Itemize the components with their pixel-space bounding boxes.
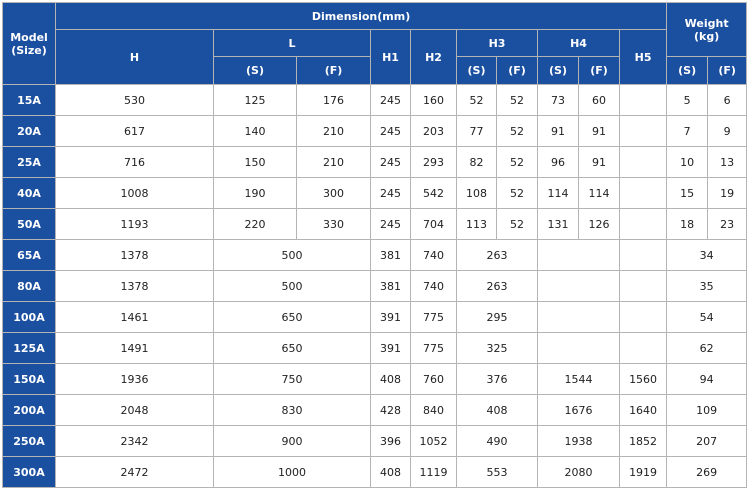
h4-s-cell: 96 bbox=[538, 147, 579, 178]
h2-cell: 542 bbox=[411, 178, 457, 209]
h3-cell: 490 bbox=[457, 426, 538, 457]
table-row bbox=[3, 333, 747, 364]
h1-cell: 245 bbox=[371, 85, 411, 116]
h4-f-cell: 114 bbox=[579, 178, 620, 209]
l-s-cell: 190 bbox=[214, 178, 297, 209]
h5-cell: 1640 bbox=[620, 395, 667, 426]
h5-cell bbox=[620, 147, 667, 178]
h1-header: H1 bbox=[371, 30, 411, 85]
h5-cell bbox=[620, 302, 667, 333]
h4-f-cell: 91 bbox=[579, 116, 620, 147]
h-cell: 1491 bbox=[56, 333, 214, 364]
l-s-cell: 150 bbox=[214, 147, 297, 178]
h-cell: 2048 bbox=[56, 395, 214, 426]
h5-cell: 1919 bbox=[620, 457, 667, 488]
h4-cell: 1676 bbox=[538, 395, 620, 426]
h1-cell: 396 bbox=[371, 426, 411, 457]
h2-cell: 760 bbox=[411, 364, 457, 395]
h4-f-cell: 126 bbox=[579, 209, 620, 240]
h3-f-cell: 52 bbox=[497, 85, 538, 116]
h1-cell: 391 bbox=[371, 302, 411, 333]
h2-cell: 1119 bbox=[411, 457, 457, 488]
h5-cell bbox=[620, 85, 667, 116]
l-cell: 650 bbox=[214, 302, 371, 333]
l-f-cell: 210 bbox=[297, 147, 371, 178]
l-header: L bbox=[214, 30, 371, 57]
h4-s-cell: 131 bbox=[538, 209, 579, 240]
weight-cell: 34 bbox=[667, 240, 747, 271]
h-cell: 1378 bbox=[56, 271, 214, 302]
table-header bbox=[3, 3, 747, 85]
l-s-cell: 140 bbox=[214, 116, 297, 147]
table-row bbox=[3, 85, 747, 116]
l-s-cell: 220 bbox=[214, 209, 297, 240]
model-cell: 25A bbox=[3, 147, 56, 178]
table-row bbox=[3, 147, 747, 178]
h1-cell: 428 bbox=[371, 395, 411, 426]
model-cell: 125A bbox=[3, 333, 56, 364]
weight-f-cell: 19 bbox=[708, 178, 747, 209]
h2-cell: 775 bbox=[411, 302, 457, 333]
h1-cell: 381 bbox=[371, 240, 411, 271]
l-cell: 500 bbox=[214, 271, 371, 302]
h1-cell: 408 bbox=[371, 364, 411, 395]
l-f-cell: 330 bbox=[297, 209, 371, 240]
h-cell: 2342 bbox=[56, 426, 214, 457]
h3-s-cell: 113 bbox=[457, 209, 497, 240]
h3-cell: 325 bbox=[457, 333, 538, 364]
h3-f-cell: 52 bbox=[497, 147, 538, 178]
dimension-weight-table bbox=[2, 2, 747, 488]
l-cell: 900 bbox=[214, 426, 371, 457]
h3-cell: 263 bbox=[457, 240, 538, 271]
h5-cell bbox=[620, 240, 667, 271]
weight-s-cell: 7 bbox=[667, 116, 708, 147]
h3-cell: 295 bbox=[457, 302, 538, 333]
l-cell: 750 bbox=[214, 364, 371, 395]
table-body bbox=[3, 85, 747, 488]
weight-s-header: (S) bbox=[667, 57, 708, 85]
h3-cell: 376 bbox=[457, 364, 538, 395]
h5-cell bbox=[620, 271, 667, 302]
table-row bbox=[3, 116, 747, 147]
h4-f-cell: 60 bbox=[579, 85, 620, 116]
l-f-cell: 210 bbox=[297, 116, 371, 147]
model-cell: 20A bbox=[3, 116, 56, 147]
h5-header: H5 bbox=[620, 30, 667, 85]
h3-f-cell: 52 bbox=[497, 209, 538, 240]
model-cell: 200A bbox=[3, 395, 56, 426]
weight-f-cell: 23 bbox=[708, 209, 747, 240]
h-header: H bbox=[56, 30, 214, 85]
weight-s-cell: 5 bbox=[667, 85, 708, 116]
h5-cell bbox=[620, 333, 667, 364]
model-cell: 40A bbox=[3, 178, 56, 209]
table-row bbox=[3, 302, 747, 333]
h-cell: 1008 bbox=[56, 178, 214, 209]
weight-cell: 35 bbox=[667, 271, 747, 302]
h-cell: 1193 bbox=[56, 209, 214, 240]
h3-s-header: (S) bbox=[457, 57, 497, 85]
h1-cell: 245 bbox=[371, 178, 411, 209]
h4-cell bbox=[538, 271, 620, 302]
h2-cell: 775 bbox=[411, 333, 457, 364]
h1-cell: 381 bbox=[371, 271, 411, 302]
model-size-header: Model (Size) bbox=[3, 3, 56, 85]
weight-header: Weight (kg) bbox=[667, 3, 747, 57]
weight-cell: 62 bbox=[667, 333, 747, 364]
weight-f-cell: 6 bbox=[708, 85, 747, 116]
l-f-header: (F) bbox=[297, 57, 371, 85]
h-cell: 530 bbox=[56, 85, 214, 116]
h4-cell: 2080 bbox=[538, 457, 620, 488]
weight-cell: 94 bbox=[667, 364, 747, 395]
h4-s-cell: 91 bbox=[538, 116, 579, 147]
weight-cell: 54 bbox=[667, 302, 747, 333]
dimension-header: Dimension(mm) bbox=[56, 3, 667, 30]
h-cell: 1461 bbox=[56, 302, 214, 333]
h1-cell: 408 bbox=[371, 457, 411, 488]
h2-cell: 160 bbox=[411, 85, 457, 116]
weight-cell: 207 bbox=[667, 426, 747, 457]
model-cell: 80A bbox=[3, 271, 56, 302]
h4-header: H4 bbox=[538, 30, 620, 57]
h2-cell: 740 bbox=[411, 271, 457, 302]
h-cell: 1936 bbox=[56, 364, 214, 395]
table-row bbox=[3, 178, 747, 209]
h1-cell: 245 bbox=[371, 209, 411, 240]
h3-f-header: (F) bbox=[497, 57, 538, 85]
l-cell: 650 bbox=[214, 333, 371, 364]
table-row bbox=[3, 364, 747, 395]
h1-cell: 391 bbox=[371, 333, 411, 364]
h3-s-cell: 52 bbox=[457, 85, 497, 116]
h4-cell: 1544 bbox=[538, 364, 620, 395]
model-cell: 15A bbox=[3, 85, 56, 116]
h5-cell: 1852 bbox=[620, 426, 667, 457]
h2-cell: 293 bbox=[411, 147, 457, 178]
h3-s-cell: 108 bbox=[457, 178, 497, 209]
h-cell: 1378 bbox=[56, 240, 214, 271]
table-row bbox=[3, 209, 747, 240]
weight-s-cell: 18 bbox=[667, 209, 708, 240]
model-cell: 100A bbox=[3, 302, 56, 333]
h3-s-cell: 82 bbox=[457, 147, 497, 178]
h2-cell: 840 bbox=[411, 395, 457, 426]
table-row bbox=[3, 240, 747, 271]
h4-s-header: (S) bbox=[538, 57, 579, 85]
h4-cell: 1938 bbox=[538, 426, 620, 457]
h-cell: 617 bbox=[56, 116, 214, 147]
h5-cell bbox=[620, 116, 667, 147]
weight-f-cell: 9 bbox=[708, 116, 747, 147]
l-f-cell: 300 bbox=[297, 178, 371, 209]
model-cell: 65A bbox=[3, 240, 56, 271]
h3-f-cell: 52 bbox=[497, 178, 538, 209]
l-s-header: (S) bbox=[214, 57, 297, 85]
h4-cell bbox=[538, 333, 620, 364]
h5-cell bbox=[620, 178, 667, 209]
h3-s-cell: 77 bbox=[457, 116, 497, 147]
table-row bbox=[3, 271, 747, 302]
h2-cell: 1052 bbox=[411, 426, 457, 457]
h2-cell: 704 bbox=[411, 209, 457, 240]
model-cell: 150A bbox=[3, 364, 56, 395]
h2-cell: 203 bbox=[411, 116, 457, 147]
h3-f-cell: 52 bbox=[497, 116, 538, 147]
weight-s-cell: 10 bbox=[667, 147, 708, 178]
weight-cell: 269 bbox=[667, 457, 747, 488]
h3-cell: 553 bbox=[457, 457, 538, 488]
l-cell: 500 bbox=[214, 240, 371, 271]
weight-f-cell: 13 bbox=[708, 147, 747, 178]
h4-f-header: (F) bbox=[579, 57, 620, 85]
h3-header: H3 bbox=[457, 30, 538, 57]
h2-header: H2 bbox=[411, 30, 457, 85]
l-cell: 830 bbox=[214, 395, 371, 426]
model-cell: 50A bbox=[3, 209, 56, 240]
l-f-cell: 176 bbox=[297, 85, 371, 116]
h5-cell: 1560 bbox=[620, 364, 667, 395]
h2-cell: 740 bbox=[411, 240, 457, 271]
h4-cell bbox=[538, 302, 620, 333]
model-cell: 300A bbox=[3, 457, 56, 488]
h-cell: 716 bbox=[56, 147, 214, 178]
weight-cell: 109 bbox=[667, 395, 747, 426]
h1-cell: 245 bbox=[371, 147, 411, 178]
l-s-cell: 125 bbox=[214, 85, 297, 116]
table-row bbox=[3, 426, 747, 457]
l-cell: 1000 bbox=[214, 457, 371, 488]
h1-cell: 245 bbox=[371, 116, 411, 147]
h4-cell bbox=[538, 240, 620, 271]
h3-cell: 263 bbox=[457, 271, 538, 302]
h-cell: 2472 bbox=[56, 457, 214, 488]
h4-s-cell: 114 bbox=[538, 178, 579, 209]
h3-cell: 408 bbox=[457, 395, 538, 426]
h4-f-cell: 91 bbox=[579, 147, 620, 178]
weight-s-cell: 15 bbox=[667, 178, 708, 209]
model-cell: 250A bbox=[3, 426, 56, 457]
table-row bbox=[3, 395, 747, 426]
weight-f-header: (F) bbox=[708, 57, 747, 85]
h4-s-cell: 73 bbox=[538, 85, 579, 116]
h5-cell bbox=[620, 209, 667, 240]
table-row bbox=[3, 457, 747, 488]
